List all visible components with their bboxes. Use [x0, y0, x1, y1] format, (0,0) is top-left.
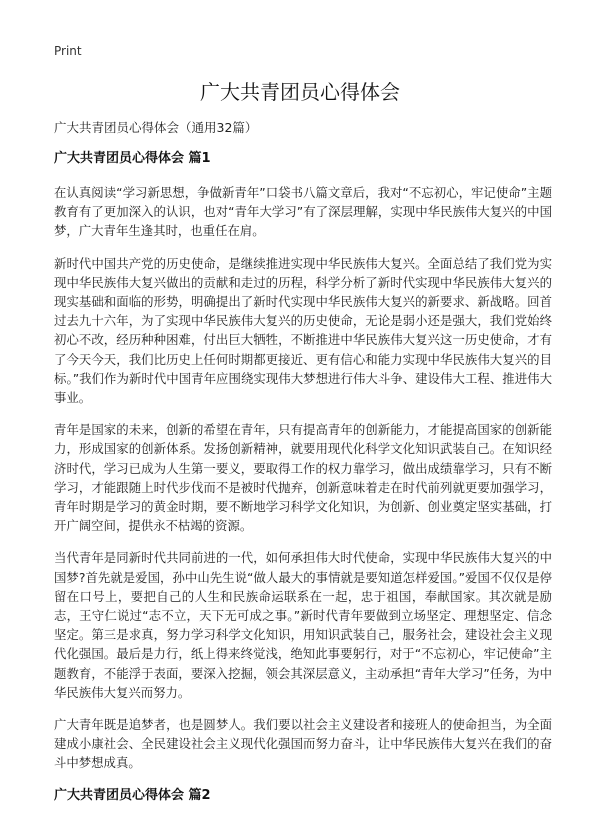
- paragraph-1: 在认真阅读“学习新思想，争做新青年”口袋书八篇文章后，我对“不忘初心，牢记使命”主题教育有了更加深入的认识，也对“青年大学习”有了深层理解，实现中华民族伟大复兴的中国梦，广大青年生逢其时，也重任在肩。: [54, 185, 552, 239]
- print-link[interactable]: Print: [54, 44, 82, 58]
- paragraph-5: 广大青年既是追梦者，也是圆梦人。我们要以社会主义建设者和接班人的使命担当，为全面建成小康社会、全民建设社会主义现代化强国而努力奋斗，让中华民族伟大复兴在我们的奋斗中梦想成真。: [54, 717, 552, 771]
- section-heading-2: 广大共青团员心得体会 篇2: [54, 787, 211, 803]
- page-title: 广大共青团员心得体会: [200, 80, 400, 104]
- paragraph-2: 新时代中国共产党的历史使命，是继续推进实现中华民族伟大复兴。全面总结了我们党为实现中华民族伟大复兴做出的贡献和走过的历程，科学分析了新时代实现中华民族伟大复兴的现实基础和面临的形势，明确提出了新时代实现中华民族伟大复兴的新要求、新战略。回首过去九十六年，为了实现中华民族伟大复兴的历史使命，无论是弱小还是强大，我们党始终初心不改，经历种种困难，付出巨大牺牲，不断推进中华民族伟大复兴这一历史使命，才有了今天今天，我们比历史上任何时期都更接近、更有信心和能力实现中华民族伟大复兴的目标。”我们作为新时代中国青年应围绕实现伟大梦想进行伟大斗争、建设伟大工程、推进伟大事业。: [54, 255, 552, 406]
- article-content: [54, 150, 552, 820]
- section-heading-1: 广大共青团员心得体会 篇1: [54, 151, 211, 166]
- document-subtitle: 广大共青团员心得体会（通用32篇）: [54, 120, 258, 135]
- paragraph-3: 青年是国家的未来，创新的希望在青年，只有提高青年的创新能力，才能提高国家的创新能力，形成国家的创新体系。发扬创新精神，就要用现代化科学文化知识武装自己。在知识经济时代，学习已成为人生第一要义，要取得工作的权力靠学习，做出成绩靠学习，只有不断学习，才能跟随上时代步伐而不是被时代抛弃，创新意味着走在时代前列就更要加强学习，青年时期是学习的黄金时期，要不断地学习科学文化知识，为创新、创业奠定坚实基础，打开广阔空间，提供永不枯竭的资源。: [54, 422, 552, 534]
- paragraph-4: 当代青年是同新时代共同前进的一代，如何承担伟大时代使命，实现中华民族伟大复兴的中国梦?首先就是爱国，孙中山先生说“做人最大的事情就是要知道怎样爱国。”爱国不仅仅是停留在口号上，要把自己的人生和民族命运联系在一起，忠于祖国，奉献国家。其次就是励志，王守仁说过“志不立，天下无可成之事。”新时代青年要做到立场坚定、理想坚定、信念坚定。第三是求真，努力学习科学文化知识，用知识武装自己，服务社会，建设社会主义现代化强国。最后是力行，纸上得来终觉浅，绝知此事要躬行，对于“不忘初心，牢记使命”主题教育，不能浮于表面，要深入挖掘，领会其深层意义，主动承担“青年大学习”任务，为中华民族伟大复兴而努力。: [54, 550, 552, 700]
